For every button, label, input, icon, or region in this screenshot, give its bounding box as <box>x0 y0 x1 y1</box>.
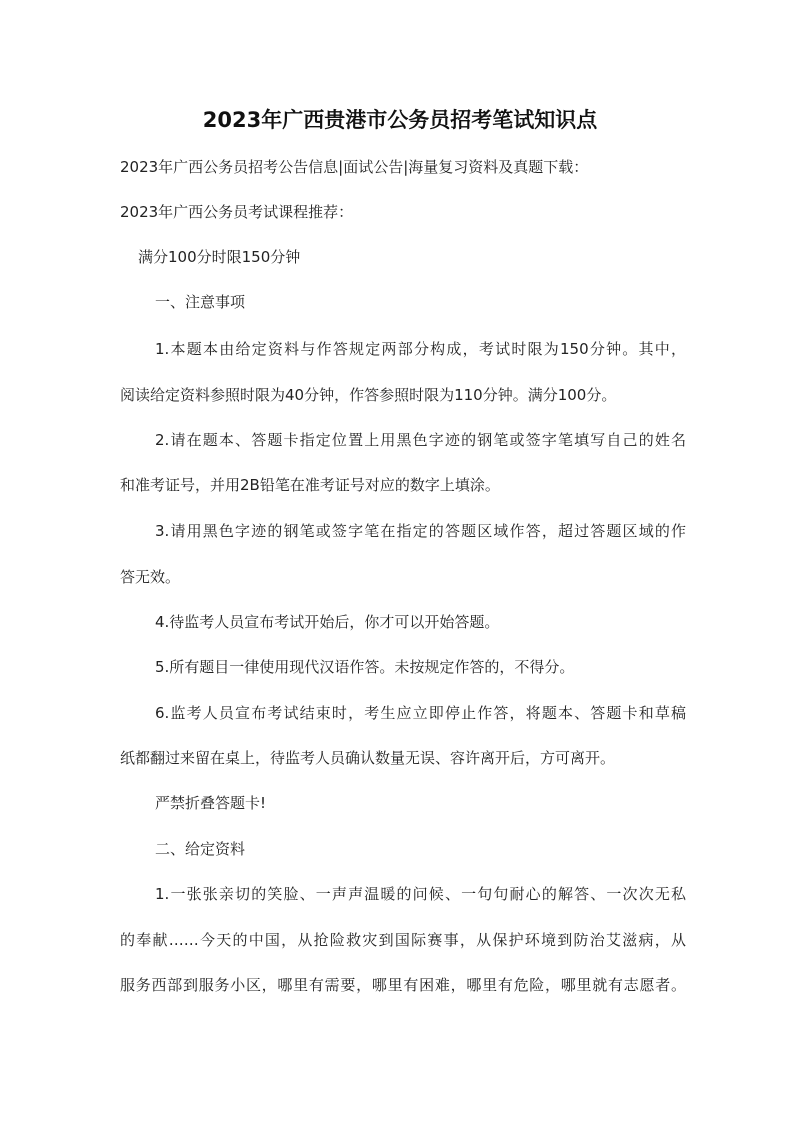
section-heading-materials: 二、给定资料 <box>155 840 246 858</box>
paragraph-line: 服务西部到服务小区，哪里有需要，哪里有困难，哪里有危险，哪里就有志愿者。 <box>120 976 686 994</box>
course-recommend-line: 2023年广西公务员考试课程推荐： <box>120 203 354 221</box>
notice-info-line: 2023年广西公务员招考公告信息|面试公告|海量复习资料及真题下载： <box>120 158 589 176</box>
paragraph-line: 阅读给定资料参照时限为40分钟，作答参照时限为110分钟。满分100分。 <box>120 386 617 404</box>
paragraph-line: 2.请在题本、答题卡指定位置上用黑色字迹的钢笔或签字笔填写自己的姓名 <box>155 431 686 449</box>
paragraph-line: 6.监考人员宣布考试结束时，考生应立即停止作答，将题本、答题卡和草稿 <box>155 704 686 722</box>
paragraph-line: 4.待监考人员宣布考试开始后，你才可以开始答题。 <box>155 613 500 631</box>
paragraph-line: 5.所有题目一律使用现代汉语作答。未按规定作答的，不得分。 <box>155 658 575 676</box>
warning-line: 严禁折叠答题卡! <box>155 794 267 812</box>
paragraph-line: 1.一张张亲切的笑脸、一声声温暖的问候、一句句耐心的解答、一次次无私 <box>155 885 686 903</box>
paragraph-line: 答无效。 <box>120 568 181 586</box>
paragraph-line: 3.请用黑色字迹的钢笔或签字笔在指定的答题区域作答，超过答题区域的作 <box>155 522 686 540</box>
section-heading-notes: 一、注意事项 <box>155 293 246 311</box>
paragraph-line: 纸都翻过来留在桌上，待监考人员确认数量无误、容许离开后，方可离开。 <box>120 749 616 767</box>
score-time-line: 满分100分时限150分钟 <box>138 248 301 266</box>
document-title: 2023年广西贵港市公务员招考笔试知识点 <box>202 108 598 132</box>
paragraph-line: 1.本题本由给定资料与作答规定两部分构成，考试时限为150分钟。其中， <box>155 340 686 358</box>
paragraph-line: 和准考证号，并用2B铅笔在准考证号对应的数字上填涂。 <box>120 476 500 494</box>
paragraph-line: 的奉献……今天的中国，从抢险救灾到国际赛事，从保护环境到防治艾滋病，从 <box>120 931 686 949</box>
